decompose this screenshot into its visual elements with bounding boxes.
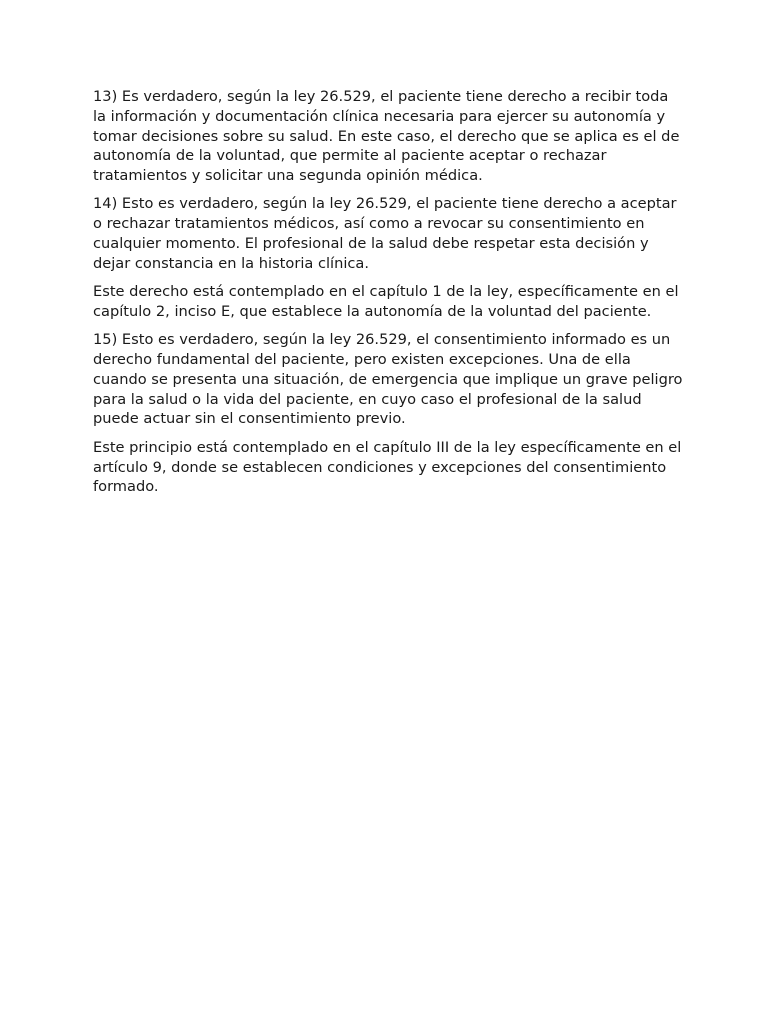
paragraph-15-reference: Este principio está contemplado en el capítulo III de la ley específicamente en el artículo 9, donde se establecen condiciones y excepciones del consentimiento formado. [93, 438, 682, 496]
document-body [93, 87, 683, 506]
paragraph-14-reference: Este derecho está contemplado en el capítulo 1 de la ley, específicamente en el capítulo 2, inciso E, que establece la autonomía de la voluntad del paciente. [93, 283, 679, 320]
paragraph-15-answer: 15) Esto es verdadero, según la ley 26.529, el consentimiento informado es un derecho fundamental del paciente, pero existen excepciones. Una de ella cuando se presenta una situación, de emergencia que implique un grave peligro para la salud o la vida del paciente, en cuyo caso el profesional de la salud puede actuar sin el consentimiento previo. [93, 331, 683, 428]
paragraph-14-answer: 14) Esto es verdadero, según la ley 26.529, el paciente tiene derecho a aceptar o rechazar tratamientos médicos, así como a revocar su consentimiento en cualquier momento. El profesional de la salud debe respetar esta decisión y dejar constancia en la historia clínica. [93, 195, 677, 272]
paragraph-13-answer: 13) Es verdadero, según la ley 26.529, el paciente tiene derecho a recibir toda la información y documentación clínica necesaria para ejercer su autonomía y tomar decisiones sobre su salud. En este caso, el derecho que se aplica es el de autonomía de la voluntad, que permite al paciente aceptar o rechazar tratamientos y solicitar una segunda opinión médica. [93, 88, 680, 185]
